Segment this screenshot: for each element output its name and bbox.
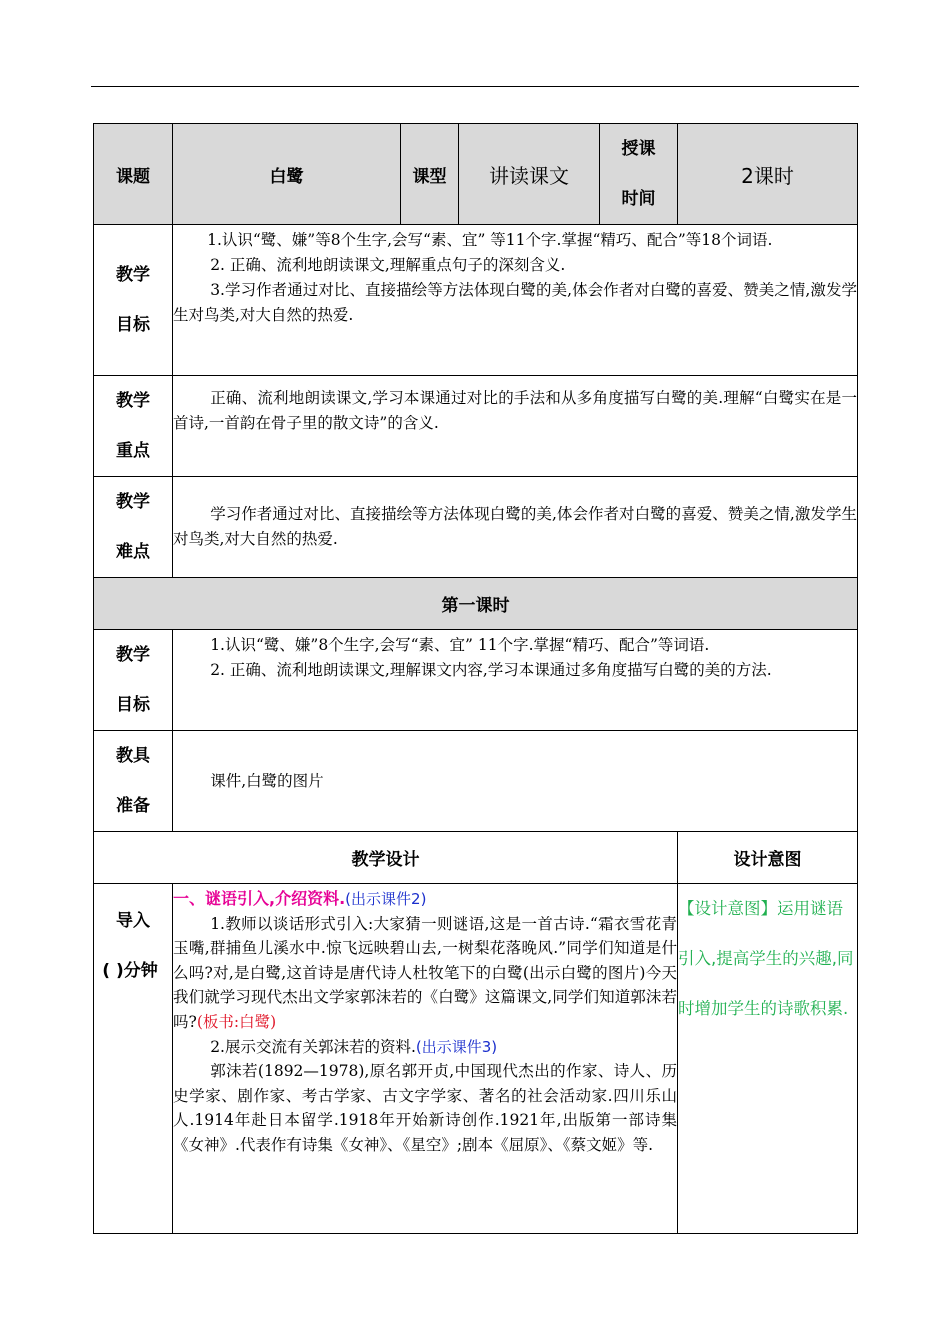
lesson1-title: 第一课时 [94,578,858,630]
design-content-row [94,884,858,1234]
hours-label-line1: 授课 [621,139,656,159]
design-header-row [94,832,858,884]
section-title: 一、谜语引入,介绍资料. [173,889,346,908]
goals-content [173,225,858,376]
difficulties-row [94,477,858,578]
design-column-header: 教学设计 [94,832,678,884]
stage-label-cell [94,884,173,1234]
goal-item-2: 2. 正确、流利地朗读课文,理解重点句子的深刻含义. [210,256,566,274]
lesson-plan-table [93,123,858,1234]
key-points-text: 正确、流利地朗读课文,学习本课通过对比的手法和从多角度描写白鹭的美.理解“白鹭实在是一首诗,一首韵在骨子里的散文诗”的含义. [173,389,857,432]
lesson1-goal-1: 1.认识“鹭、嫌”8个生字,会写“素、宜” 11个字.掌握“精巧、配合”等词语. [210,636,710,654]
lesson1-goals-row [94,630,858,731]
hours-value: 2课时 [678,124,858,225]
intent-text: 【设计意图】运用谜语引入,提高学生的兴趣,同时增加学生的诗歌积累. [678,899,854,1018]
key-points-label-line2: 重点 [116,441,150,461]
intent-content [678,884,858,1234]
design-content [173,884,678,1234]
difficulties-label [94,477,173,578]
topic-label: 课题 [94,124,173,225]
design-paragraph-2-main: 2.展示交流有关郭沫若的资料. [210,1037,416,1056]
topic-value: 白鹭 [173,124,401,225]
lesson1-goals-content [173,630,858,731]
type-value: 讲读课文 [459,124,600,225]
stage-label: 导入 [116,911,150,931]
goals-label-line1: 教学 [116,265,150,285]
lesson1-title-row [94,578,858,630]
difficulties-content [173,477,858,578]
difficulties-label-line2: 难点 [116,542,150,562]
key-points-label-line1: 教学 [116,391,150,411]
difficulties-label-line1: 教学 [116,492,150,512]
header-row [94,124,858,225]
tools-label [94,731,173,832]
lesson1-goals-label-line1: 教学 [116,645,150,665]
board-note: (板书:白鹭) [196,1012,277,1031]
paragraph-2-courseware: (出示课件3) [415,1037,498,1056]
lesson1-goals-label-line2: 目标 [116,695,150,715]
lesson1-goal-2: 2. 正确、流利地朗读课文,理解课文内容,学习本课通过多角度描写白鹭的美的方法. [210,661,772,679]
type-label: 课型 [401,124,459,225]
goals-row [94,225,858,376]
tools-label-line2: 准备 [116,796,150,816]
stage-time: ( )分钟 [102,961,158,981]
hours-label-line2: 时间 [621,189,656,209]
goals-label [94,225,173,376]
hours-label [600,124,678,225]
tools-content [173,731,858,832]
key-points-content [173,376,858,477]
lesson1-goals-label [94,630,173,731]
tools-label-line1: 教具 [116,746,150,766]
key-points-row [94,376,858,477]
goal-item-1: 1.认识“鹭、嫌”等8个生字,会写“素、宜” 等11个字.掌握“精巧、配合”等18个词语. [207,231,773,249]
design-paragraph-3: 郭沫若(1892—1978),原名郭开贞,中国现代杰出的作家、诗人、历史学家、剧作家、考古学家、古文字学家、著名的社会活动家.四川乐山人.1914年赴日本留学.1918年开始新诗创作.1921年,出版第一部诗集《女神》.代表作有诗集《女神》、《星空》;剧本《屈原》、《蔡文姬》等. [173,1062,677,1154]
top-rule [91,86,859,87]
design-paragraph-2 [173,1035,677,1060]
goals-label-line2: 目标 [116,315,150,335]
section-title-line [173,887,677,912]
tools-text: 课件,白鹭的图片 [210,771,324,790]
section-courseware: (出示课件2) [345,890,427,908]
goal-item-3: 3.学习作者通过对比、直接描绘等方法体现白鹭的美,体会作者对白鹭的喜爱、赞美之情,激发学生对鸟类,对大自然的热爱. [173,281,857,324]
design-paragraph-1-main: 1.教师以谈话形式引入:大家猜一则谜语,这是一首古诗.“霜衣雪花青玉嘴,群捕鱼儿溪水中.惊飞远映碧山去,一树梨花落晚风.”同学们知道是什么吗?对,是白鹭,这首诗是唐代诗人杜牧笔下的白鹭(出示白鹭的图片)今天我们就学习现代杰出文学家郭沫若的《白鹭》这篇课文,同学们知道郭沫若吗? [173,914,677,1031]
tools-row [94,731,858,832]
design-paragraph-1 [173,912,677,1035]
difficulties-text: 学习作者通过对比、直接描绘等方法体现白鹭的美,体会作者对白鹭的喜爱、赞美之情,激发学生对鸟类,对大自然的热爱. [173,505,857,548]
key-points-label [94,376,173,477]
intent-column-header: 设计意图 [678,832,858,884]
